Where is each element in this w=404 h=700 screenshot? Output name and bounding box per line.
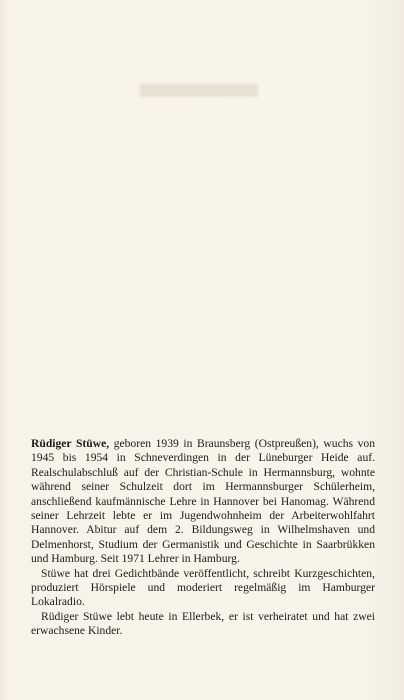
author-name: Rüdiger Stüwe,: [31, 437, 110, 450]
bio-paragraph-1: [31, 437, 375, 567]
bio-paragraph-2: Stüwe hat drei Gedichtbände veröffentlicht, schreibt Kurzgeschichten, produziert Hörspiele und moderiert regelmäßig im Hamburger Lokalradio.: [31, 566, 375, 609]
show-through-ghost-bar: [140, 84, 258, 97]
bio-paragraph-3: Rüdiger Stüwe lebt heute in Ellerbek, er ist verheiratet und hat zwei erwachsene Kinder.: [31, 609, 375, 638]
author-biography: [31, 437, 375, 639]
bio-paragraph-1-text: geboren 1939 in Braunsberg (Ostpreußen), wuchs von 1945 bis 1954 in Schneverdingen in der Lüneburger Heide auf. Realschulabschluß auf der Christian-Schule in Hermannsburg, wohnte während seiner Schulzeit dort im Hermannsburger Schülerheim, anschließend kaufmännische Lehre in Hannover bei Hanomag. Während seiner Lehrzeit lebte er im Jugendwohnheim der Arbeiterwohlfahrt Hannover. Abitur auf dem 2. Bildungsweg in Wilhelmshaven und Delmenhorst, Studium der Germanistik und Geschichte in Saarbrükken und Hamburg. Seit 1971 Lehrer in Hamburg.: [31, 437, 375, 566]
